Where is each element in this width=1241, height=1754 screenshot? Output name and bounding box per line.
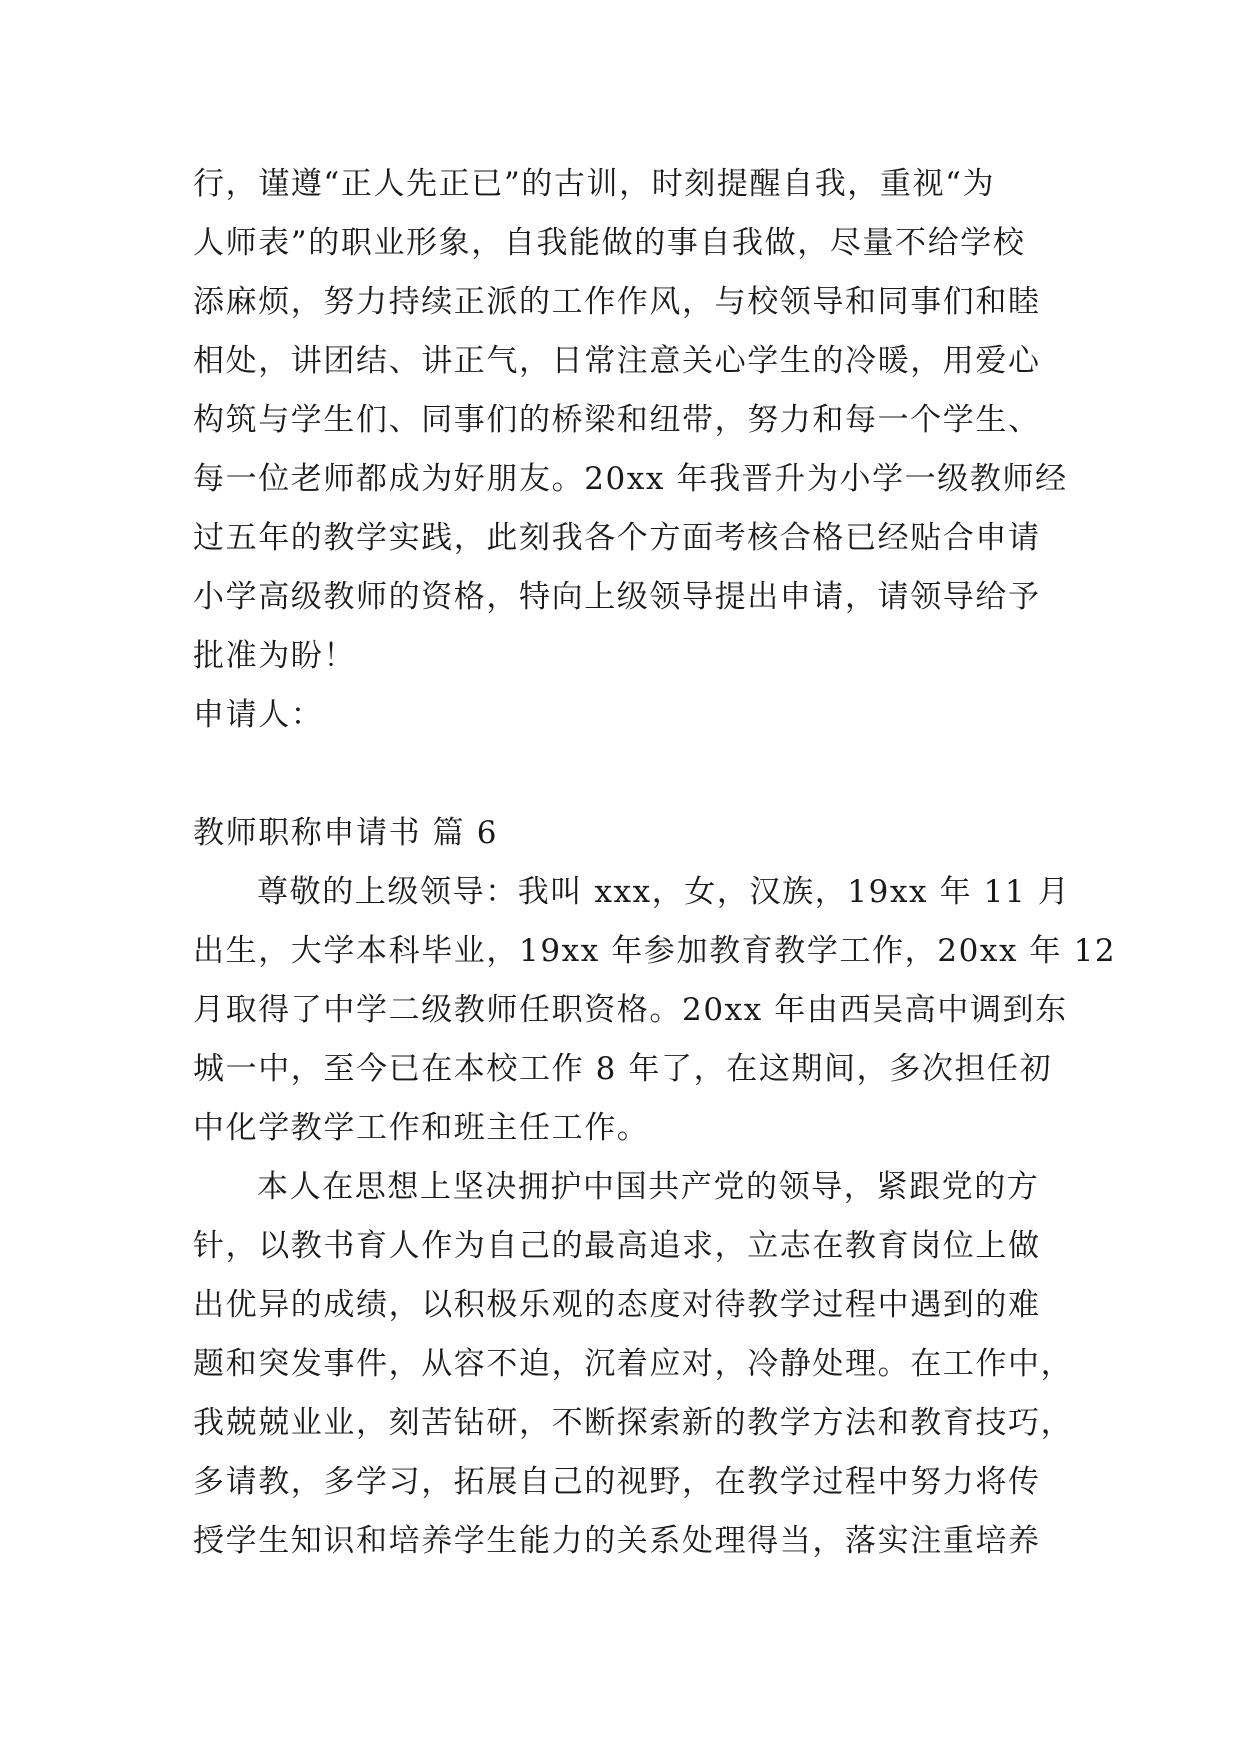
text-line: 过五年的教学实践，此刻我各个方面考核合格已经贴合申请 — [193, 520, 1041, 556]
text-line: 针，以教书育人作为自己的最高追求，立志在教育岗位上做 — [193, 1228, 1041, 1264]
text-line: 授学生知识和培养学生能力的关系处理得当，落实注重培养 — [193, 1523, 1041, 1559]
text-line: 本人在思想上坚决拥护中国共产党的领导，紧跟党的方 — [257, 1169, 1040, 1205]
document-page — [193, 155, 1117, 1571]
text-line: 我兢兢业业，刻苦钻研，不断探索新的教学方法和教育技巧， — [193, 1405, 1074, 1441]
text-line: 相处，讲团结、讲正气，日常注意关心学生的冷暖，用爱心 — [193, 343, 1041, 379]
text-line: 题和突发事件，从容不迫，沉着应对，冷静处理。在工作中， — [193, 1346, 1074, 1382]
text-line: 小学高级教师的资格，特向上级领导提出申请，请领导给予 — [193, 579, 1041, 615]
intro-paragraph — [193, 863, 1117, 1158]
signature-label: 申请人： — [193, 697, 324, 733]
text-line: 出生，大学本科毕业，19xx 年参加教育教学工作，20xx 年 12 — [193, 933, 1117, 969]
text-line: 多请教，多学习，拓展自己的视野，在教学过程中努力将传 — [193, 1464, 1041, 1500]
text-line: 城一中，至今已在本校工作 8 年了，在这期间，多次担任初 — [193, 1051, 1053, 1087]
text-line: 中化学教学工作和班主任工作。 — [193, 1110, 650, 1146]
work-attitude-paragraph — [193, 1158, 1074, 1571]
section-gap — [193, 745, 1053, 804]
text-line: 月取得了中学二级教师任职资格。20xx 年由西吴高中调到东 — [193, 992, 1068, 1028]
text-line: 行，谨遵“正人先正已”的古训，时刻提醒自我，重视“为 — [193, 166, 996, 202]
text-line: 添麻烦，努力持续正派的工作作风，与校领导和同事们和睦 — [193, 284, 1041, 320]
text-line: 人师表”的职业形象，自我能做的事自我做，尽量不给学校 — [193, 225, 1026, 261]
section-heading: 教师职称申请书 篇 6 — [193, 815, 499, 851]
text-line: 出优异的成绩，以积极乐观的态度对待教学过程中遇到的难 — [193, 1287, 1041, 1323]
text-line: 每一位老师都成为好朋友。20xx 年我晋升为小学一级教师经 — [193, 461, 1068, 497]
application-paragraph-continued — [193, 155, 1068, 686]
text-line: 批准为盼！ — [193, 638, 356, 674]
text-line: 尊敬的上级领导：我叫 xxx，女，汉族，19xx 年 11 月 — [257, 874, 1071, 910]
text-line: 构筑与学生们、同事们的桥梁和纽带，努力和每一个学生、 — [193, 402, 1041, 438]
